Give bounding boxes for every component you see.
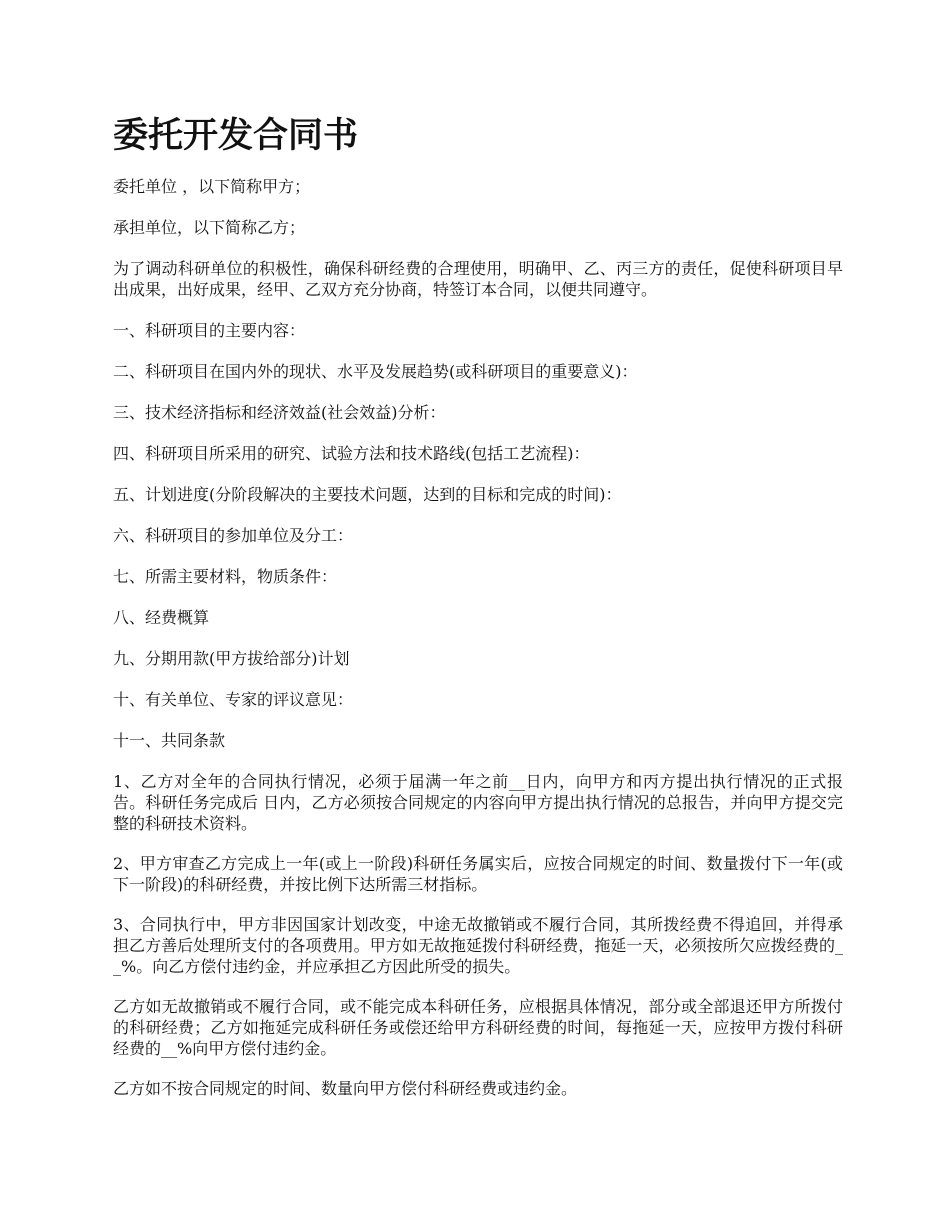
paragraph-clause-2: 2、甲方审查乙方完成上一年(或上一阶段)科研任务属实后，应按合同规定的时间、数量拨付下一年(或下一阶段)的科研经费，并按比例下达所需三材指标。 [113, 854, 843, 894]
paragraph-clause-3-party-b: 乙方如无故撤销或不履行合同，或不能完成本科研任务，应根据具体情况，部分或全部退还甲方所拨付的科研经费；乙方如拖延完成科研任务或偿还给甲方科研经费的时间，每拖延一天，应按甲方拨付科研经费的__%向甲方偿付违约金。 [113, 997, 843, 1058]
paragraph-clause-3: 3、合同执行中，甲方非因国家计划改变，中途无故撤销或不履行合同，其所拨经费不得追回，并得承担乙方善后处理所支付的各项费用。甲方如无故拖延拨付科研经费，拖延一天，必须按所欠应拨经费的__%。向乙方偿付违约金，并应承担乙方因此所受的损失。 [113, 915, 843, 976]
paragraph-section-5: 五、计划进度(分阶段解决的主要技术问题，达到的目标和完成的时间)： [113, 485, 622, 504]
paragraph-section-1: 一、科研项目的主要内容： [113, 321, 306, 340]
paragraph-section-11: 十一、共同条款 [113, 731, 226, 750]
paragraph-clause-3-payment: 乙方如不按合同规定的时间、数量向甲方偿付科研经费或违约金。 [113, 1079, 578, 1098]
paragraph-section-8: 八、经费概算 [113, 608, 210, 627]
paragraph-section-6: 六、科研项目的参加单位及分工： [113, 526, 354, 545]
paragraph-section-3: 三、技术经济指标和经济效益(社会效益)分析： [113, 403, 446, 422]
paragraph-section-4: 四、科研项目所采用的研究、试验方法和技术路线(包括工艺流程)： [113, 444, 590, 463]
paragraph-section-2: 二、科研项目在国内外的现状、水平及发展趋势(或科研项目的重要意义)： [113, 362, 638, 381]
paragraph-preamble: 为了调动科研单位的积极性，确保科研经费的合理使用，明确甲、乙、丙三方的责任，促使科研项目早出成果，出好成果，经甲、乙双方充分协商，特签订本合同，以便共同遵守。 [113, 259, 843, 299]
paragraph-section-10: 十、有关单位、专家的评议意见： [113, 690, 354, 709]
paragraph-section-7: 七、所需主要材料，物质条件： [113, 567, 338, 586]
paragraph-party-b: 承担单位，以下简称乙方； [113, 218, 306, 237]
paragraph-party-a: 委托单位 ，以下简称甲方； [113, 177, 311, 196]
paragraph-clause-1: 1、乙方对全年的合同执行情况，必须于届满一年之前__日内，向甲方和丙方提出执行情况的正式报告。科研任务完成后 日内，乙方必须按合同规定的内容向甲方提出执行情况的总报告，并向甲方提交完整的科研技术资料。 [113, 772, 843, 833]
document-body [113, 112, 843, 1119]
paragraph-section-9: 九、分期用款(甲方拔给部分)计划 [113, 649, 350, 668]
document-title: 委托开发合同书 [113, 116, 359, 156]
